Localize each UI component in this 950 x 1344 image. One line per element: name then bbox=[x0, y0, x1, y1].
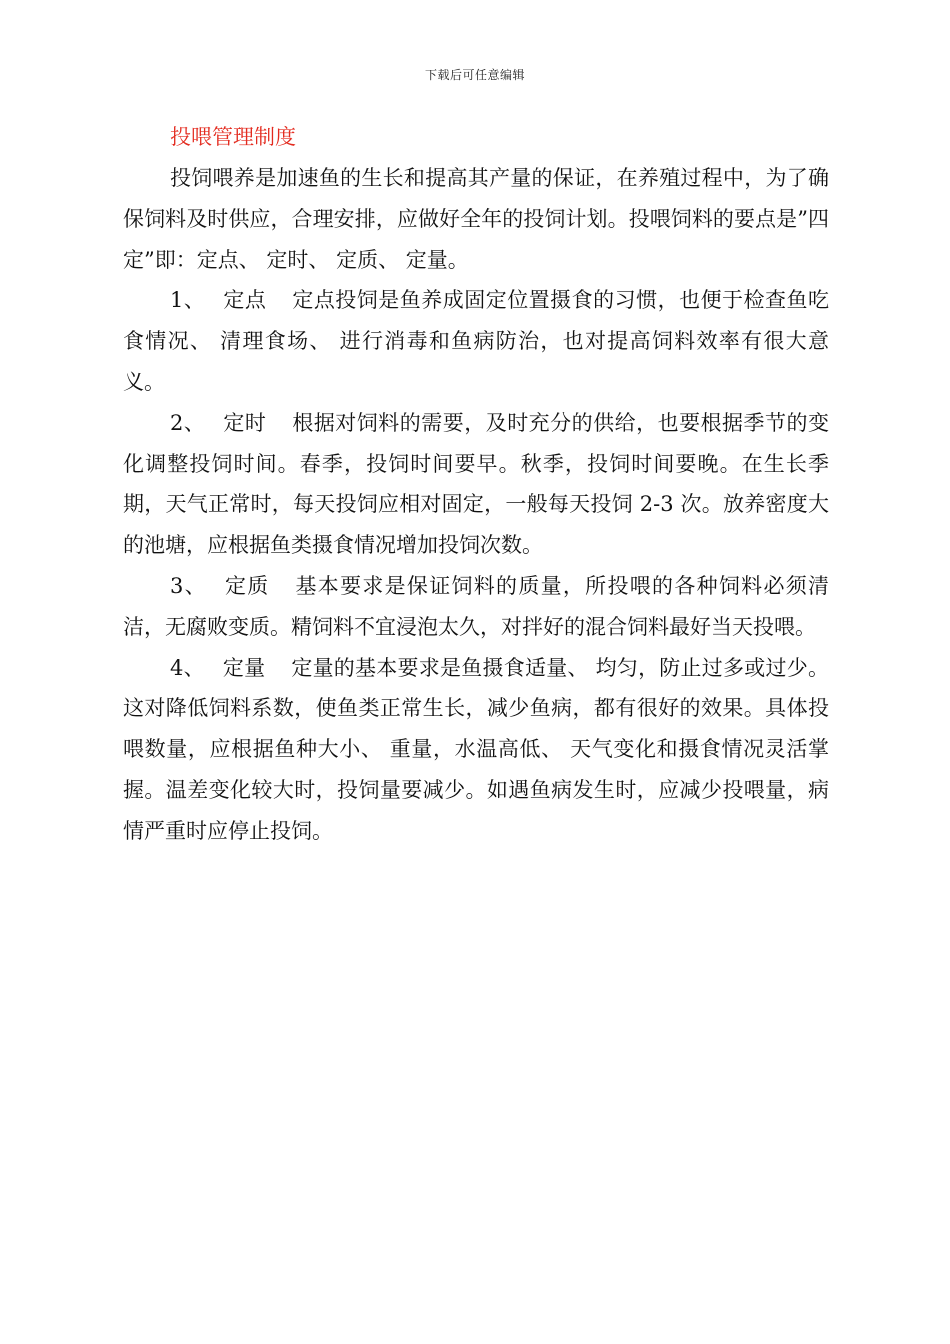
page-header: 下载后可任意编辑 bbox=[424, 68, 525, 82]
section-text: 基本要求是保证饲料的质量，所投喂的各种饲料必须清洁，无腐败变质。精饲料不宜浸泡太久，对拌好的混合饲料最好当天投喂。 bbox=[123, 573, 830, 639]
section-number: 4、 bbox=[170, 655, 205, 680]
section-dingliang bbox=[123, 648, 829, 852]
section-number: 3、 bbox=[170, 573, 207, 598]
section-keyword: 定点 bbox=[223, 288, 267, 313]
section-text: 根据对饲料的需要，及时充分的供给，也要根据季节的变化调整投饲时间。春季，投饲时间要早。秋季，投饲时间要晚。在生长季期，天气正常时，每天投饲应相对固定，一般每天投饲 2-3 次。放养密度大的池塘，应根据鱼类摄食情况增加投饲次数。 bbox=[123, 410, 830, 558]
intro-paragraph: 投饲喂养是加速鱼的生长和提高其产量的保证，在养殖过程中，为了确保饲料及时供应，合理安排，应做好全年的投饲计划。投喂饲料的要点是”四定”即：定点、 定时、 定质、 定量。 bbox=[123, 166, 829, 272]
section-keyword: 定质 bbox=[224, 573, 270, 598]
section-dingshi bbox=[123, 403, 829, 566]
section-keyword: 定量 bbox=[222, 655, 266, 680]
section-dingzhi bbox=[123, 566, 829, 648]
section-dingdian bbox=[123, 280, 829, 402]
document-title: 投喂管理制度 bbox=[170, 125, 296, 149]
document-body bbox=[123, 158, 829, 852]
section-text: 定量的基本要求是鱼摄食适量、 均匀，防止过多或过少。这对降低饲料系数，使鱼类正常生长，减少鱼病，都有很好的效果。具体投喂数量，应根据鱼种大小、 重量，水温高低、 天气变化和摄食情况灵活掌握。温差变化较大时，投饲量要减少。如遇鱼病发生时，应减少投喂量，病情严重时应停止投饲。 bbox=[123, 655, 829, 843]
section-number: 2、 bbox=[170, 410, 206, 435]
section-keyword: 定时 bbox=[223, 410, 267, 435]
section-text: 定点投饲是鱼养成固定位置摄食的习惯，也便于检查鱼吃食情况、 清理食场、 进行消毒和鱼病防治，也对提高饲料效率有很大意义。 bbox=[123, 288, 830, 394]
section-number: 1、 bbox=[170, 288, 206, 313]
